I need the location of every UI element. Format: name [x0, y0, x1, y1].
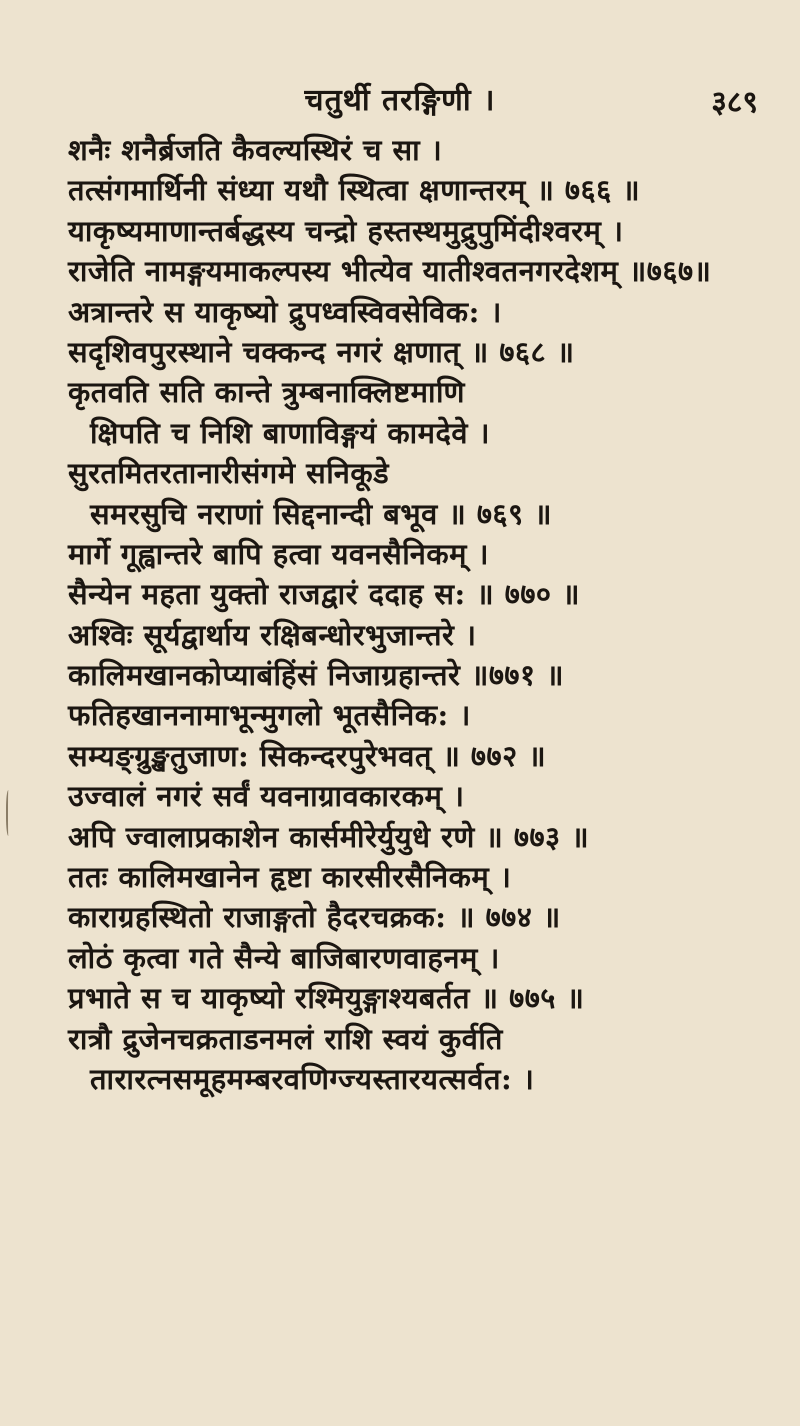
verse-line: अपि ज्वालाप्रकाशेन कार्समीरेर्युयुधे रणे ॥ ७७३ ॥	[68, 819, 590, 854]
verse-line: लोठं कृत्वा गते सैन्ये बाजिबारणवाहनम् ।	[68, 940, 500, 975]
verse-line: तत्संगमार्थिनी संध्या यथौ स्थित्वा क्षणान्तरम् ॥ ७६६ ॥	[68, 173, 641, 208]
verse-line: सदृशिवपुरस्थाने चक्कन्द नगरं क्षणात् ॥ ७६८ ॥	[68, 334, 575, 369]
verse-line: तारारत्नसमूहमम्बरवणिग्ज्यस्तारयत्सर्वत: ।	[90, 1061, 535, 1096]
verse-line: सुरतमितरतानारीसंगमे सनिकूडे	[68, 456, 390, 491]
verse-line: कृतवति सति कान्ते त्रुम्बनाक्लिष्टमाणि	[68, 375, 465, 410]
verse-line: रात्रौ द्रुजेनचक्रताडनमलं राशि स्वयं कुर्वति	[68, 1021, 503, 1056]
verse-line: कालिमखानकोप्याबंहिंसं निजाग्रहान्तरे ॥७७१ ॥	[68, 658, 565, 693]
verse-line: ततः कालिमखानेन हृष्टा कारसीरसैनिकम् ।	[68, 860, 512, 895]
verse-line: प्रभाते स च याकृष्यो रश्मियुङ्गाश्यबर्तत ॥ ७७५ ॥	[68, 981, 585, 1016]
verse-line: मार्गे गूह्वान्तरे बापि हत्वा यवनसैनिकम् ।	[68, 536, 490, 571]
verse-line: उज्वालं नगरं सर्वं यवनाग्रावकारकम् ।	[68, 779, 465, 814]
verse-line: समरसुचि नराणां सिद्दनान्दी बभूव ॥ ७६९ ॥	[90, 496, 553, 531]
page-header	[0, 78, 800, 122]
verse-text-block	[68, 130, 760, 1099]
verse-line: फतिहखाननामाभून्मुगलो भूतसैनिक: ।	[68, 698, 471, 733]
verse-line: राजेति नामङ्गयमाकल्पस्य भीत्येव यातीश्वतनगरदेशम् ॥७६७॥	[68, 254, 712, 289]
verse-line: काराग्रहस्थितो राजाङ्गतो हैदरचक्रक: ॥ ७७४ ॥	[68, 900, 561, 935]
verse-line: अश्विः सूर्यद्वार्थाय रक्षिबन्धोरभुजान्तरे ।	[68, 617, 477, 652]
verse-line: क्षिपति च निशि बाणाविङ्गयं कामदेवे ।	[90, 415, 491, 450]
page-number: ३८९	[711, 85, 758, 120]
verse-line: शनैः शनैर्ब्रजति कैवल्यस्थिरं च सा ।	[68, 133, 443, 167]
running-title: चतुर्थी तरङ्गिणी ।	[304, 83, 496, 118]
verse-line: सैन्येन महता युक्तो राजद्वारं ददाह स: ॥ ७७० ॥	[68, 577, 580, 612]
verse-line: सम्यङ्ग्रुङ्खतुजाण: सिकन्दरपुरेभवत् ॥ ७७२ ॥	[68, 738, 547, 773]
verse-line: अत्रान्तरे स याकृष्यो द्रुपध्वस्विवसेविक: ।	[68, 294, 502, 329]
margin-bracket-mark	[6, 790, 12, 836]
verse-line: याकृष्यमाणान्तर्बद्धस्य चन्द्रो हस्तस्थमुद्रुपुमिंदीश्वरम् ।	[68, 213, 624, 248]
